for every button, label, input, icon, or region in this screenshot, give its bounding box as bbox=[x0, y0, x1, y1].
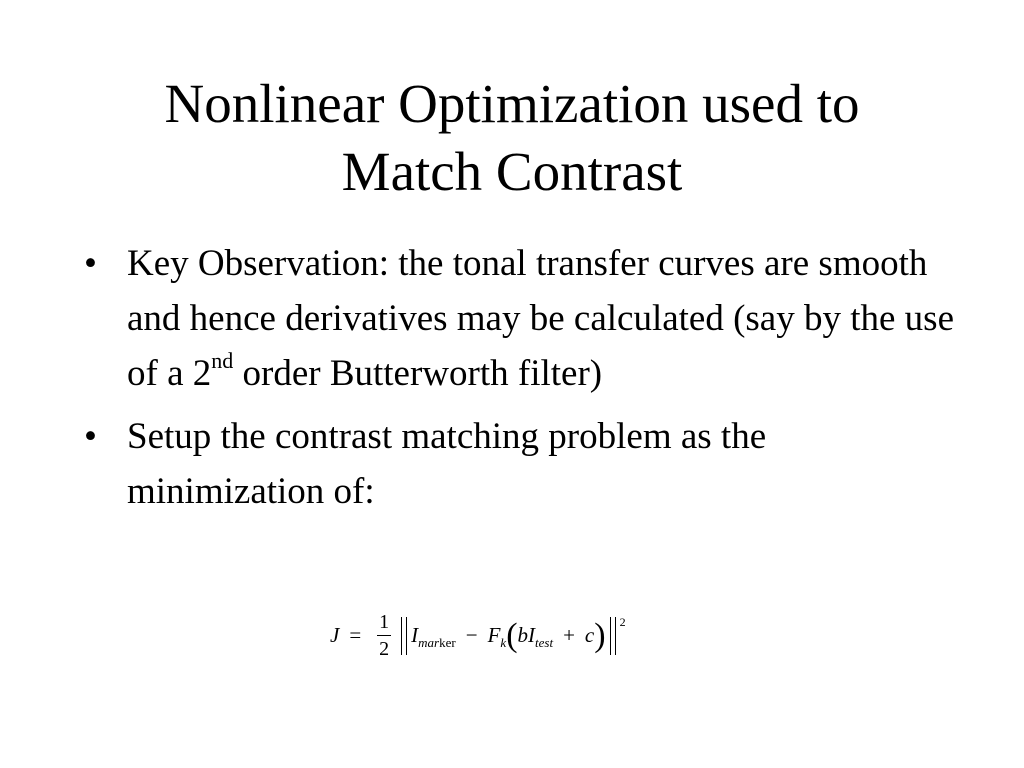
formula-minus: − bbox=[465, 623, 478, 647]
bullet-marker: • bbox=[84, 243, 97, 284]
slide-title bbox=[60, 70, 964, 206]
formula-I-test: I bbox=[528, 623, 536, 647]
fraction-numerator: 1 bbox=[379, 611, 390, 633]
formula-exponent: 2 bbox=[619, 614, 626, 629]
subscript-mar: mar bbox=[418, 635, 440, 650]
formula-I: I bbox=[411, 623, 419, 647]
objective-formula bbox=[330, 612, 626, 659]
bullet-item-setup bbox=[84, 409, 964, 519]
subscript-ker: ker bbox=[439, 635, 456, 650]
bullet-item-key-observation bbox=[84, 236, 964, 401]
bullet-text: Key Observation: the tonal transfer curves are smooth and hence derivatives may be calculated (say by the use of a 2 bbox=[127, 243, 955, 394]
formula-b: b bbox=[517, 623, 529, 647]
formula-open-paren: ( bbox=[506, 616, 518, 654]
formula-lhs: J bbox=[330, 623, 340, 647]
fraction-bar bbox=[377, 635, 391, 636]
bullet-marker: • bbox=[84, 416, 97, 457]
formula-fraction bbox=[377, 612, 391, 659]
title-line-1: Nonlinear Optimization used to bbox=[164, 73, 860, 134]
bullet-text: Setup the contrast matching problem as the minimization of: bbox=[127, 416, 767, 512]
norm-right bbox=[610, 617, 616, 655]
superscript-nd: nd bbox=[211, 347, 234, 373]
bullet-list bbox=[84, 236, 964, 527]
formula-equals: = bbox=[349, 623, 362, 647]
bullet-text-continued: order Butterworth filter) bbox=[233, 353, 603, 394]
subscript-test: test bbox=[535, 635, 554, 650]
formula-close-paren: ) bbox=[594, 616, 606, 654]
norm-left bbox=[401, 617, 407, 655]
subscript-k: k bbox=[500, 635, 507, 650]
fraction-denominator: 2 bbox=[379, 638, 390, 660]
formula-F: F bbox=[487, 623, 501, 647]
title-line-2: Match Contrast bbox=[341, 141, 683, 202]
formula-c: c bbox=[584, 623, 595, 647]
formula-plus: + bbox=[563, 623, 575, 647]
